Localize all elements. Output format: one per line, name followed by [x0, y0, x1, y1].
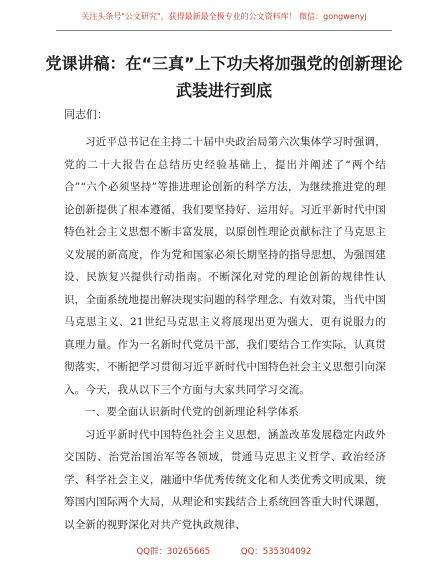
document-title: 党课讲稿：在“三真”上下功夫将加强党的创新理论武装进行到底 [45, 54, 403, 100]
header-divider [56, 30, 392, 31]
footer-contact [0, 545, 448, 557]
footer-qq-group: QQ群：30265665 [136, 547, 211, 557]
body-paragraph: 习近平总书记在主持二十届中央政治局第六次集体学习时强调，党的二十大报告在总结历史经验基础上，提出并阐述了“两个结合”“六个必须坚持”等推进理论创新的科学方法，为继续推进党的理论创新提供了根本遵循，我们要坚持好、运用好。习近平新时代中国特色社会主义思想不断丰富发展，以原创性理论贡献标注了马克思主义发展的新高度，作为党和国家必须长期坚持的指导思想，为强国建设、民族复兴提供行动指南。不断深化对党的理论创新的规律性认识，全面系统地提出解决现实问题的科学理念、有效对策，当代中国马克思主义、21世纪马克思主义将展现出更为强大、更有说服力的真理力量。作为一名新时代党员干部，我们要结合工作实际，认真贯彻落实，不断把学习贯彻习近平新时代中国特色社会主义思想引向深入。今天，我从以下三个方面与大家共同学习交流。 [64, 136, 386, 396]
section-heading: 一、要全面认识新时代党的创新理论科学体系 [85, 406, 299, 418]
greeting: 同志们： [64, 108, 108, 121]
document-body [64, 131, 386, 536]
header-promo-note: 关注头条号"公文研究"，获得最新最全极专业的公文资料库！ 微信：gongwenyj [81, 12, 367, 21]
body-paragraph: 习近平新时代中国特色社会主义思想，涵盖改革发展稳定内政外交国防、治党治国治军等各领域，贯通马克思主义哲学、政治经济学、科学社会主义，融通中华优秀传统文化和人类优秀文明成果，统筹国内国际两个大局，从理论和实践结合上系统回答重大时代课题，以全新的视野深化对共产党执政规律、 [64, 428, 386, 531]
footer-qq-number: QQ：535304092 [240, 547, 312, 557]
